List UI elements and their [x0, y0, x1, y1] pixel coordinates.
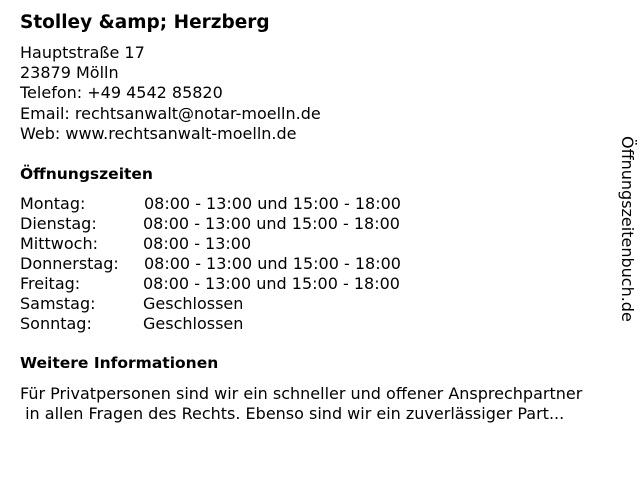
site-watermark: Öffnungszeitenbuch.de	[618, 136, 637, 322]
hours-value: 08:00 - 13:00 und 15:00 - 18:00	[143, 214, 400, 233]
day-label: Samstag:	[20, 294, 96, 313]
day-label: Mittwoch:	[20, 234, 98, 253]
hours-value: Geschlossen	[143, 314, 244, 333]
more-info-heading: Weitere Informationen	[20, 354, 219, 372]
opening-hours-heading: Öffnungszeiten	[20, 165, 153, 183]
day-label: Freitag:	[20, 274, 81, 293]
hours-value: 08:00 - 13:00	[143, 234, 252, 253]
email-address: Email: rechtsanwalt@notar-moelln.de	[20, 103, 321, 123]
day-label: Dienstag:	[20, 214, 97, 233]
business-name: Stolley &amp; Herzberg	[20, 12, 270, 33]
day-label: Montag:	[20, 194, 86, 213]
city-address: 23879 Mölln	[20, 63, 119, 83]
hours-value: Geschlossen	[143, 294, 244, 313]
day-label: Donnerstag:	[20, 254, 119, 273]
website-address: Web: www.rechtsanwalt-moelln.de	[20, 123, 297, 143]
more-info-text: Für Privatpersonen sind wir ein schneller und offener Ansprechpartner in allen Fragen des Rechts. Ebenso sind wir ein zuverlässiger Part...	[20, 384, 583, 423]
hours-value: 08:00 - 13:00 und 15:00 - 18:00	[144, 194, 401, 213]
phone-number: Telefon: +49 4542 85820	[20, 83, 223, 103]
day-label: Sonntag:	[20, 314, 92, 333]
hours-value: 08:00 - 13:00 und 15:00 - 18:00	[144, 254, 401, 273]
hours-value: 08:00 - 13:00 und 15:00 - 18:00	[143, 274, 400, 293]
street-address: Hauptstraße 17	[20, 43, 145, 62]
contact-block	[20, 43, 321, 144]
